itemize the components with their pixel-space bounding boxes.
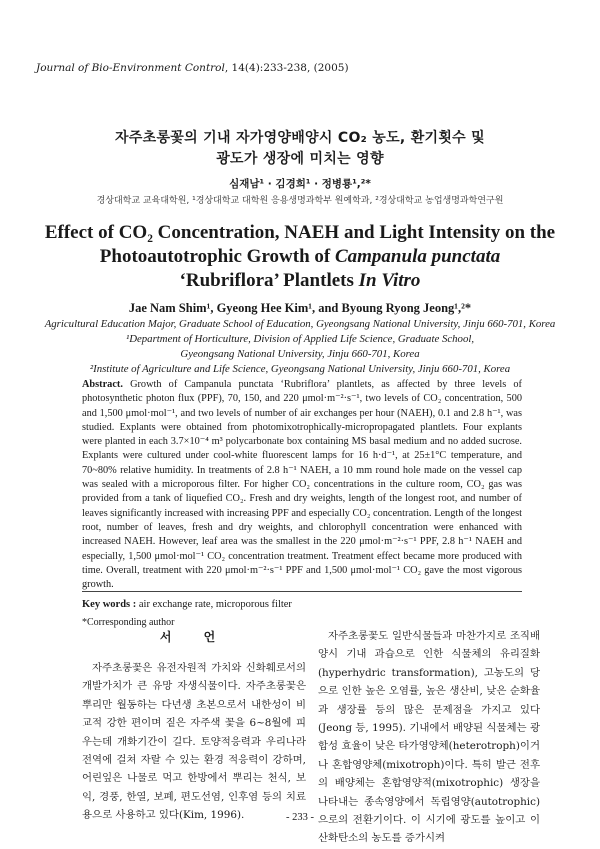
body-column-left: 자주초롱꽃은 유전자원적 가치와 신화훼로서의 개발가치가 큰 유망 자생식물이다. 자주초롱꽃은 뿌리만 월동하는 다년생 초본으로서 내한성이 비교적 강한 편이며 짙은 자주색 꽃을 6~8월에 피우는데 개화기간이 길다. 토양적응력과 우리나라 전역에 걸쳐 자랄 수 있는 환경 적응력이 강하며, 어린잎은 나물로 먹고 한방에서 뿌리는 천식, 보익, 경풍, 한열, 보폐, 편도선염, 인후염 등의 치료용으로 사용하고 있다(Kim, 1996). [82, 662, 306, 822]
body-column-right: 자주초롱꽃도 일반식물들과 마찬가지로 조직배양시 기내 과습으로 인한 식물체의 유리질화(hyperhydric transformation), 고농도의 당으로 인한 높은 오염률, 높은 생산비, 낮은 순화율과 생장률 등의 많은 문제점을 가지고 있다(Jeong 등, 1995). 기내에서 배양된 식물체는 광합성 효율이 낮은 타가영양체(heterotroph)이거나 혼합영양체(mixotroph)이다. 특히 발근 전후의 배양체는 혼합영양적(mixotrophic) 생장을 나타내는 종속영양에서 독립영양(autotrophic)으로의 전환기이다. 이 시기에 광도를 높이고 이산화탄소의 농도를 증가시켜 [318, 630, 540, 845]
abstract [82, 378, 522, 592]
english-title-line-1: Effect of CO₂ Concentration, NAEH and Light Intensity on the [44, 222, 556, 243]
english-title-line-2 [0, 246, 600, 268]
abstract-label: Abstract. [82, 379, 123, 390]
english-affiliation-2: ¹Department of Horticulture, Division of Applied Life Science, Graduate School, [125, 333, 475, 345]
english-affiliation-3: Gyeongsang National University, Jinju 660-701, Korea [180, 348, 420, 360]
korean-title-line-1: 자주초롱꽃의 기내 자가영양배양시 CO₂ 농도, 환기횟수 및 [115, 130, 485, 146]
keywords-label: Key words : [82, 599, 137, 610]
abstract-text: Growth of Campanula punctata ‘Rubriflora’ plantlets, as affected by three levels of photosynthetic photon flux (PPF), 70, 150, and 220 μmol·m⁻²·s⁻¹, two levels of CO₂ concentration, 500 and 1,500 μmol·mol⁻¹, and two levels of number of air exchanges per hour (NAEH), 0.1 and 2.8 h⁻¹, was studied. Explants were obtained from photomixotrophically-micropropagated plantlets. Four explants were planted in each 3.7×10⁻⁴ m³ polycarbonate box containing MS basal medium and no added sucrose. Explants were cultured under cool-white fluorescent lamps for 16 h·d⁻¹, at 25±1°C temperature, and 70~80% relative humidity. In treatments of 2.8 h⁻¹ NAEH, a 10 mm round hole made on the vessel cap was sealed with a microporous filter. For higher CO₂ concentrations in the culture room, CO₂ gas was provided from a tank of liquefied CO₂. Fresh and dry weights, length of the longest root, and number of leaves significantly increased with increasing PPF and especially CO₂ concentration. Length of the longest root, number of leaves, fresh and dry weights, and chlorophyll concentration were enhanced with increased NAEH. However, leaf area was the smallest in the 220 μmol·m⁻²·s⁻¹ PPF, 2.8 h⁻¹ NAEH and especially, 1,500 μmol·mol⁻¹ CO₂ concentration treatment. Treatment effect became more produced with time. Overall, treatment with 220 μmol·m⁻²·s⁻¹ PPF and 1,500 μmol·mol⁻¹ CO₂ gave the most vigorous growth. [82, 379, 522, 591]
species-name: Campanula punctata [334, 246, 501, 267]
journal-citation [36, 62, 349, 74]
keywords [82, 599, 292, 610]
journal-volume: , 14(4):233-238, (2005) [224, 62, 349, 74]
korean-affiliations: 경상대학교 교육대학원, ¹경상대학교 대학원 응용생명과학부 원예학과, ²경상대학교 농업생명과학연구원 [96, 196, 504, 206]
corresponding-author-note: *Corresponding author [82, 617, 175, 628]
in-vitro-text: In Vitro [358, 270, 421, 291]
english-affiliation-4: ²Institute of Agriculture and Life Science, Gyeongsang National University, Jinju 660-701, Korea [89, 363, 511, 375]
section-heading-introduction: 서 언 [159, 630, 230, 644]
keywords-text: air exchange rate, microporous filter [136, 599, 292, 610]
english-authors: Jae Nam Shim¹, Gyeong Hee Kim¹, and Byoung Ryong Jeong¹,²* [128, 301, 472, 315]
journal-name: Journal of Bio-Environment Control [36, 62, 225, 74]
korean-authors: 심재남¹ · 김경희¹ · 정병룡¹,²* [229, 178, 371, 190]
english-title-line-3 [0, 270, 600, 292]
divider [82, 591, 522, 592]
korean-title-line-2: 광도가 생장에 미치는 영향 [216, 151, 384, 167]
english-title-text: ‘Rubriflora’ Plantlets [179, 270, 359, 291]
english-title-text: Photoautotrophic Growth of [99, 246, 335, 267]
english-affiliation-1: Agricultural Education Major, Graduate School of Education, Gyeongsang National University, Jinju 660-701, Korea [44, 318, 556, 330]
page-number: - 233 - [286, 812, 314, 823]
